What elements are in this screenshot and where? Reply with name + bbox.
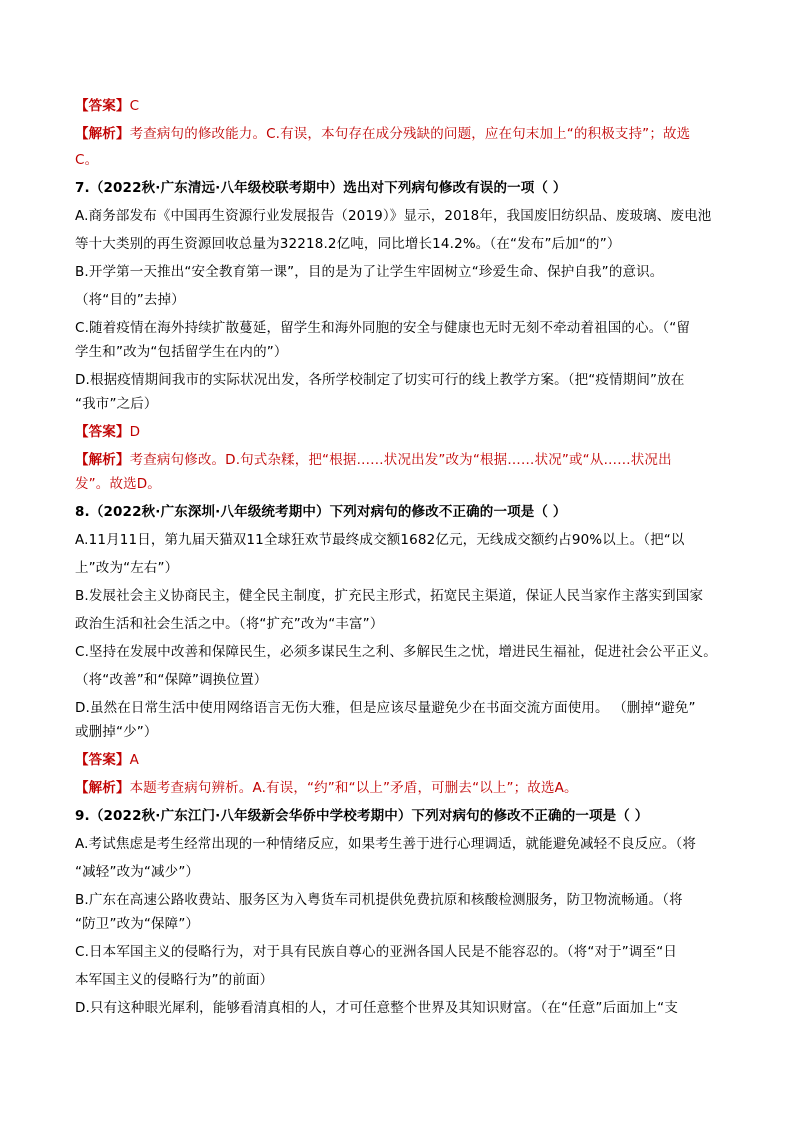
answer-tag: 【答案】 — [75, 752, 130, 768]
analysis-tag: 【解析】 — [75, 780, 130, 796]
q7-option-d: D.根据疫情期间我市的实际状况出发，各所学校制定了切实可行的线上教学方案。（把“疫情期间”放在 — [75, 372, 685, 388]
analysis-text: 考查病句修改。D.句式杂糅，把“根据……状况出发”改为“根据……状况”或“从……状况出 — [129, 452, 672, 468]
q8-analysis-line — [75, 778, 578, 798]
q7-option-b: B.开学第一天推出“安全教育第一课”，目的是为了让学生牢固树立“珍爱生命、保护自我”的意识。 — [75, 264, 664, 280]
q7-option-c-cont: 学生和”改为“包括留学生在内的”） — [75, 344, 288, 360]
q8-option-d-cont: 或删掉“少”） — [75, 724, 158, 740]
analysis-line — [75, 124, 690, 144]
q9-option-c: C.日本军国主义的侵略行为，对于具有民族自尊心的亚洲各国人民是不能容忍的。（将“对于”调至“日 — [75, 944, 677, 960]
question-8-heading: 8.（2022秋·广东深圳·八年级统考期中）下列对病句的修改不正确的一项是（ ） — [75, 504, 567, 520]
q8-option-c: C.坚持在发展中改善和保障民生，必须多谋民生之利、多解民生之忧，增进民生福祉，促进社会公平正义。 — [75, 644, 717, 660]
q7-option-a: A.商务部发布《中国再生资源行业发展报告（2019）》显示，2018年，我国废旧纺织品、废玻璃、废电池 — [75, 208, 712, 224]
answer-value: C — [129, 98, 140, 114]
answer-tag: 【答案】 — [75, 424, 130, 440]
q9-option-d: D.只有这种眼光犀利，能够看清真相的人，才可任意整个世界及其知识财富。（在“任意”后面加上“支 — [75, 1000, 678, 1016]
analysis-text: 本题考查病句辨析。A.有误，“约”和“以上”矛盾，可删去“以上”；故选A。 — [129, 780, 578, 796]
q7-option-a-cont: 等十大类别的再生资源回收总量为32218.2亿吨，同比增长14.2%。（在“发布”后加“的”） — [75, 236, 621, 252]
analysis-text: 考查病句的修改能力。C.有误，本句存在成分残缺的问题，应在句末加上“的积极支持”；故选 — [129, 126, 691, 142]
q7-analysis-line — [75, 450, 672, 470]
q7-option-c: C.随着疫情在海外持续扩散蔓延，留学生和海外同胞的安全与健康也无时无刻不牵动着祖国的心。（“留 — [75, 320, 691, 336]
q9-option-a: A.考试焦虑是考生经常出现的一种情绪反应，如果考生善于进行心理调适，就能避免减轻不良反应。（将 — [75, 836, 697, 852]
q8-option-a-cont: 上”改为“左右”） — [75, 560, 179, 576]
question-7-heading: 7.（2022秋·广东清远·八年级校联考期中）选出对下列病句修改有误的一项（ ） — [75, 180, 567, 196]
q8-option-a: A.11月11日，第九届天猫双11全球狂欢节最终成交额1682亿元，无线成交额约占90%以上。（把“以 — [75, 532, 685, 548]
analysis-tag: 【解析】 — [75, 126, 130, 142]
q7-answer-line — [75, 422, 140, 442]
q9-option-a-cont: “减轻”改为“减少”） — [75, 864, 200, 880]
q8-option-b-cont: 政治生活和社会生活之中。（将“扩充”改为“丰富”） — [75, 616, 384, 632]
q9-option-c-cont: 本军国主义的侵略行为”的前面） — [75, 972, 274, 988]
q9-option-b: B.广东在高速公路收费站、服务区为入粤货车司机提供免费抗原和核酸检测服务，防卫物流畅通。（将 — [75, 892, 683, 908]
q7-option-d-cont: “我市”之后） — [75, 396, 158, 412]
analysis-continuation: C。 — [75, 152, 99, 168]
analysis-tag: 【解析】 — [75, 452, 130, 468]
q7-analysis-continuation: 发”。故选D。 — [75, 476, 161, 492]
q8-answer-line — [75, 750, 139, 770]
q8-option-c-cont: （将“改善”和“保障”调换位置） — [75, 672, 268, 688]
q8-option-b: B.发展社会主义协商民主，健全民主制度，扩充民主形式，拓宽民主渠道，保证人民当家作主落实到国家 — [75, 588, 704, 604]
question-9-heading: 9.（2022秋·广东江门·八年级新会华侨中学校考期中）下列对病句的修改不正确的一项是（ ） — [75, 808, 649, 824]
answer-tag: 【答案】 — [75, 98, 130, 114]
q7-option-b-cont: （将“目的”去掉） — [75, 292, 185, 308]
answer-value: D — [129, 424, 141, 440]
q9-option-b-cont: “防卫”改为“保障”） — [75, 916, 200, 932]
q8-option-d: D.虽然在日常生活中使用网络语言无伤大雅，但是应该尽量避免少在书面交流方面使用。 （删掉“避免” — [75, 700, 696, 716]
answer-value: A — [129, 752, 139, 768]
answer-line — [75, 96, 139, 116]
